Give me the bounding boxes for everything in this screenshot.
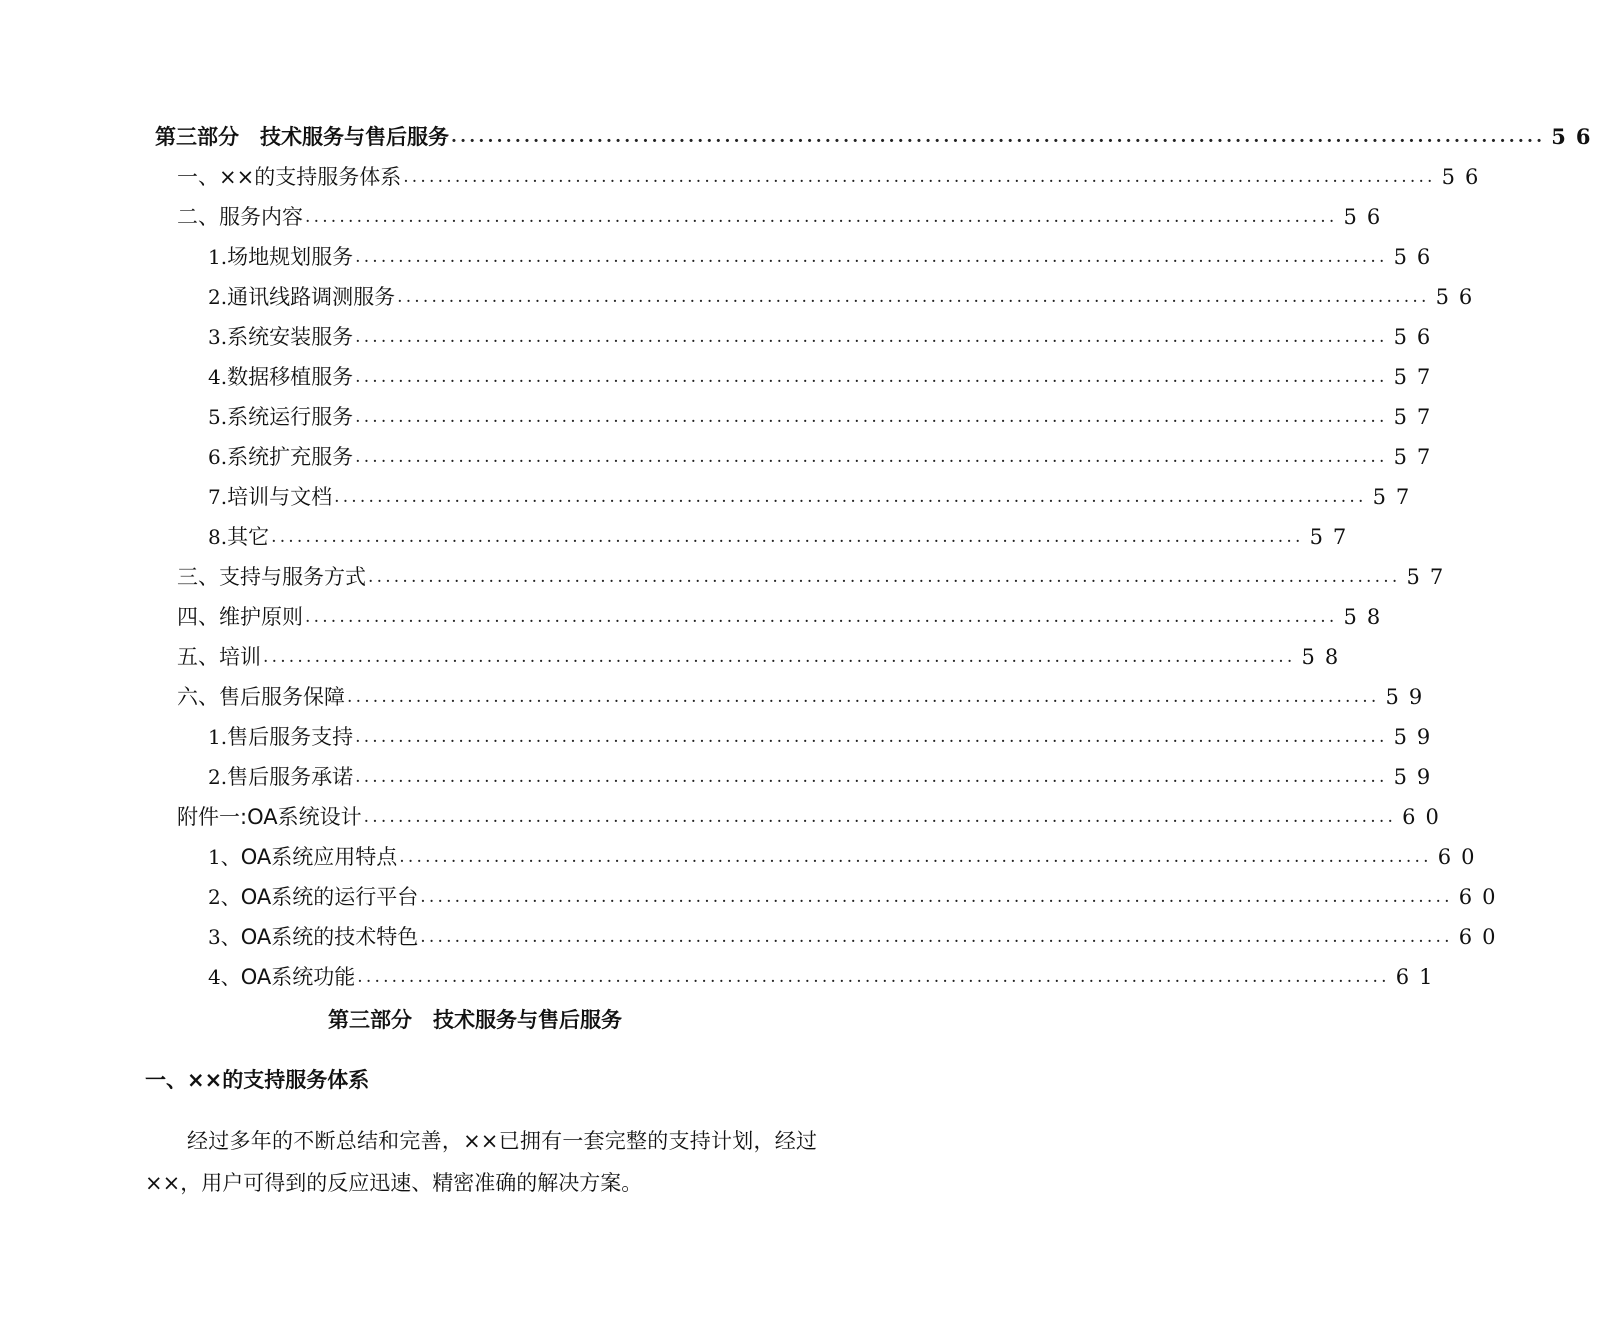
section-heading: 一、××的支持服务体系 [145,1068,370,1092]
toc-entry-page: 57 [1393,365,1441,389]
toc-entry-label: 售后服务承诺 [227,765,354,789]
toc-dot-leader: ........................................................................................................................ [399,847,1432,867]
toc-entry-label: 第三部分 技术服务与售后服务 [155,125,449,149]
toc-entry-page: 57 [1393,445,1441,469]
body-paragraph: 经过多年的不断总结和完善，××已拥有一套完整的支持计划，经过××，用户可得到的反应迅速、精密准确的解决方案。 [145,1129,817,1195]
toc-dot-leader: ........................................................................................................................ [355,447,1388,467]
toc-dot-leader: ........................................................................................................................ [420,927,1453,947]
toc-entry[interactable] [0,437,1441,477]
toc-entry-page: 56 [1435,285,1483,309]
toc-entry[interactable] [0,797,1449,837]
toc-entry[interactable] [0,757,1441,797]
toc-entry[interactable] [0,597,1391,637]
toc-dot-leader: ........................................................................................................................ [363,807,1397,827]
toc-entry-page: 61 [1395,965,1443,989]
toc-entry[interactable] [0,117,1600,157]
toc-entry[interactable] [0,837,1485,877]
toc-entry[interactable] [0,637,1349,677]
toc-entry-page: 59 [1385,685,1433,709]
toc-entry-label: OA系统的运行平台 [240,885,419,909]
toc-entry-label: 售后服务支持 [227,725,354,749]
toc-entry-label: 四、维护原则 [177,605,303,629]
toc-entry-label: 附件一:OA系统设计 [177,805,362,829]
toc-entry-page: 60 [1437,845,1485,869]
toc-entry-label: 系统扩充服务 [227,445,354,469]
toc-dot-leader: ........................................................................................................................ [263,647,1296,667]
toc-dot-leader: ........................................................................................................................ [305,207,1338,227]
toc-entry-page: 59 [1393,725,1441,749]
toc-entry-label: 场地规划服务 [227,245,354,269]
toc-entry[interactable] [0,677,1433,717]
toc-entry-page: 60 [1458,925,1506,949]
toc-entry-number: 1. [208,725,228,749]
toc-entry-number: 1、 [208,845,241,869]
toc-entry[interactable] [0,237,1441,277]
toc-dot-leader: ........................................................................................................................ [355,767,1388,787]
toc-entry-label: 系统运行服务 [227,405,354,429]
toc-entry-label: OA系统的技术特色 [240,925,419,949]
toc-entry-label: 二、服务内容 [177,205,303,229]
toc-dot-leader: ........................................................................................................................ [334,487,1367,507]
toc-entry-label: 六、售后服务保障 [177,685,345,709]
toc-entry[interactable] [0,877,1506,917]
part-heading: 第三部分 技术服务与售后服务 [328,1008,622,1032]
table-of-contents [0,117,1600,997]
toc-dot-leader: ........................................................................................................................ [397,287,1430,307]
toc-entry-label: 系统安装服务 [227,325,354,349]
toc-entry-page: 56 [1393,245,1441,269]
toc-dot-leader: ........................................................................................................................ [420,887,1453,907]
toc-entry-number: 8. [208,525,228,549]
toc-entry-number: 1. [208,245,228,269]
toc-dot-leader: ........................................................................................................................ [271,527,1304,547]
toc-entry[interactable] [0,917,1506,957]
toc-dot-leader: ........................................................................................................................ [355,247,1388,267]
toc-entry-page: 57 [1309,525,1357,549]
toc-dot-leader: ........................................................................................................................ [355,407,1388,427]
toc-entry-number: 3. [208,325,228,349]
toc-entry[interactable] [0,317,1441,357]
toc-entry-number: 6. [208,445,228,469]
toc-entry[interactable] [0,397,1441,437]
toc-entry-label: 培训与文档 [227,485,333,509]
toc-entry-page: 59 [1393,765,1441,789]
toc-dot-leader: ........................................................................................................................ [355,727,1388,747]
toc-entry-page: 56 [1343,205,1391,229]
toc-entry[interactable] [0,517,1357,557]
toc-entry-label: 通讯线路调测服务 [227,285,396,309]
toc-entry-page: 57 [1406,565,1454,589]
toc-entry[interactable] [0,197,1391,237]
toc-dot-leader: ........................................................................................................................ [355,367,1388,387]
toc-entry-label: 三、支持与服务方式 [177,565,366,589]
toc-entry-page: 56 [1551,124,1600,149]
toc-dot-leader: ........................................................................................................................ [347,687,1380,707]
toc-entry[interactable] [0,557,1454,597]
toc-entry-label: 一、××的支持服务体系 [177,165,402,189]
toc-entry-label: OA系统应用特点 [240,845,398,869]
toc-entry-number: 2. [208,765,228,789]
toc-entry[interactable] [0,717,1441,757]
toc-dot-leader: ........................................................................................................................ [305,607,1338,627]
toc-entry-label: 数据移植服务 [227,365,354,389]
toc-entry-number: 3、 [208,925,241,949]
toc-entry-label: 五、培训 [177,645,261,669]
toc-entry-page: 58 [1301,645,1349,669]
toc-dot-leader: ........................................................................................................................ [451,127,1546,147]
toc-entry-page: 56 [1393,325,1441,349]
toc-entry-page: 56 [1441,165,1489,189]
toc-entry[interactable] [0,277,1483,317]
toc-entry-number: 2. [208,285,228,309]
toc-entry-page: 58 [1343,605,1391,629]
toc-entry-number: 2、 [208,885,241,909]
toc-entry-page: 57 [1372,485,1420,509]
toc-entry[interactable] [0,157,1489,197]
toc-entry[interactable] [0,957,1443,997]
toc-entry-number: 4、 [208,965,241,989]
toc-entry-page: 60 [1402,805,1449,829]
toc-dot-leader: ........................................................................................................................ [355,327,1388,347]
toc-dot-leader: ........................................................................................................................ [357,967,1390,987]
toc-dot-leader: ........................................................................................................................ [403,167,1436,187]
toc-entry-page: 57 [1393,405,1441,429]
toc-entry-page: 60 [1458,885,1506,909]
toc-entry-number: 7. [208,485,228,509]
toc-entry[interactable] [0,357,1441,397]
toc-entry-label: 其它 [227,525,270,549]
toc-dot-leader: ........................................................................................................................ [368,567,1401,587]
toc-entry-number: 4. [208,365,228,389]
toc-entry[interactable] [0,477,1420,517]
toc-entry-number: 5. [208,405,228,429]
toc-entry-label: OA系统功能 [240,965,356,989]
